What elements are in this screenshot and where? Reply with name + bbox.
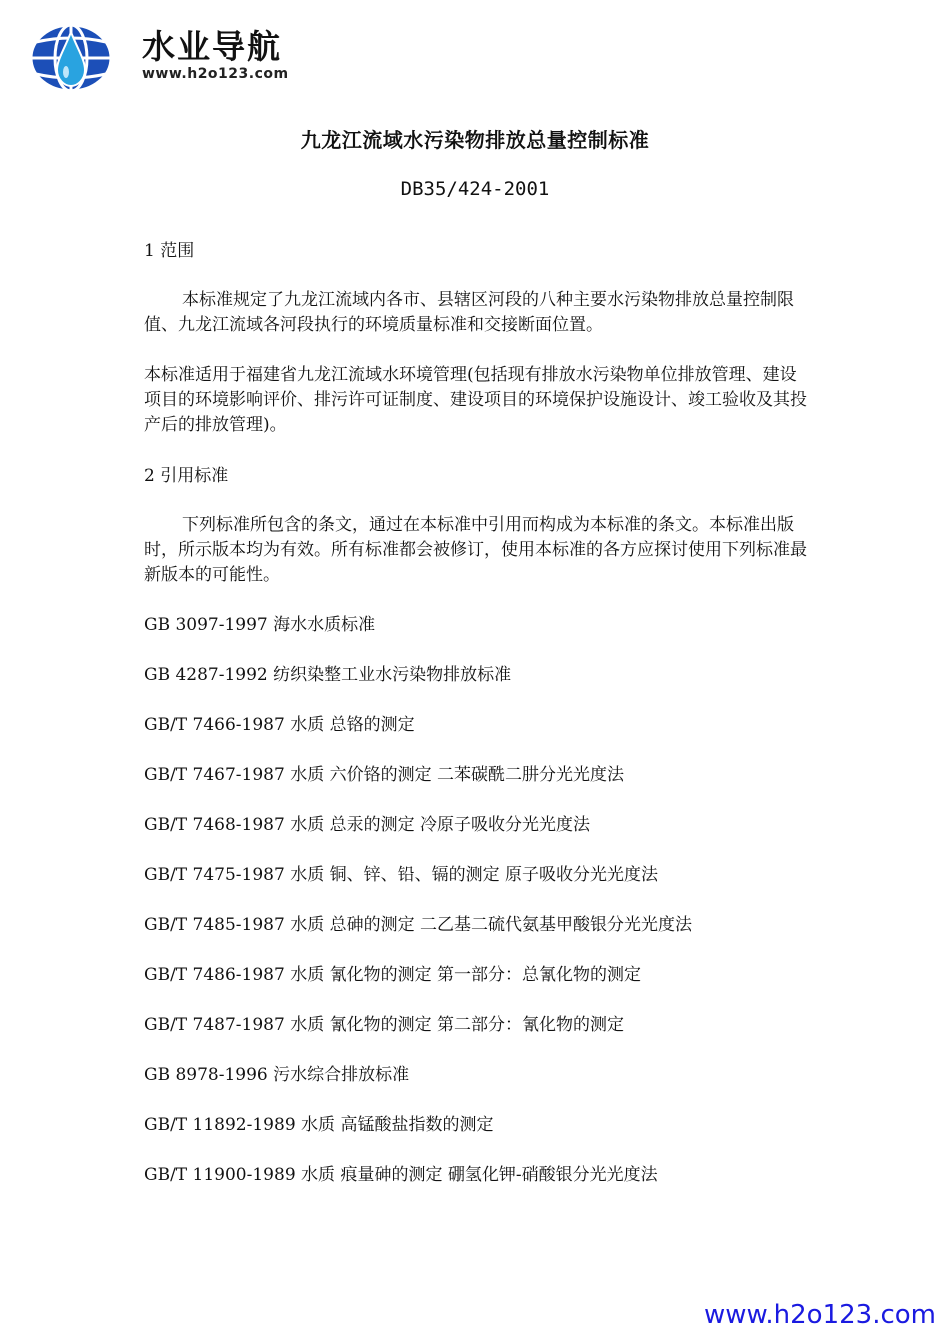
globe-water-drop-icon <box>28 22 114 94</box>
reference-item: GB 8978-1996 污水综合排放标准 <box>144 1065 410 1085</box>
reference-item: GB/T 7475-1987 水质 铜、锌、铅、镉的测定 原子吸收分光光度法 <box>144 865 659 885</box>
reference-item: GB/T 11900-1989 水质 痕量砷的测定 硼氢化钾-硝酸银分光光度法 <box>144 1165 658 1185</box>
scope-paragraph-1: 本标准规定了九龙江流域内各市、县辖区河段的八种主要水污染物排放总量控制限值、九龙江流域各河段执行的环境质量标准和交接断面位置。 <box>144 290 794 335</box>
document-title: 九龙江流域水污染物排放总量控制标准 <box>300 128 650 152</box>
reference-item: GB/T 7467-1987 水质 六价铬的测定 二苯碳酰二肼分光光度法 <box>144 765 625 785</box>
footer-url-link[interactable]: www.h2o123.com <box>703 1300 936 1330</box>
scope-paragraph-2: 本标准适用于福建省九龙江流域水环境管理(包括现有排放水污染物单位排放管理、建设项目的环境影响评价、排污许可证制度、建设项目的环境保护设施设计、竣工验收及其投产后的排放管理)。 <box>144 365 807 435</box>
document-code: DB35/424-2001 <box>400 178 550 200</box>
reference-item: GB 4287-1992 纺织染整工业水污染物排放标准 <box>144 665 512 685</box>
reference-item: GB/T 7466-1987 水质 总铬的测定 <box>144 715 415 735</box>
reference-list <box>144 613 808 1188</box>
section-heading-scope: 1 范围 <box>144 241 195 261</box>
brand <box>142 28 289 82</box>
section-heading-references: 2 引用标准 <box>144 466 229 486</box>
references-paragraph: 下列标准所包含的条文，通过在本标准中引用而构成为本标准的条文。本标准出版时，所示版本均为有效。所有标准都会被修订，使用本标准的各方应探讨使用下列标准最新版本的可能性。 <box>144 515 807 585</box>
site-header <box>28 22 318 94</box>
brand-url[interactable]: www.h2o123.com <box>142 66 289 82</box>
reference-item: GB/T 7486-1987 水质 氰化物的测定 第一部分：总氰化物的测定 <box>144 965 642 985</box>
document-body <box>144 238 808 1213</box>
reference-item: GB/T 7468-1987 水质 总汞的测定 冷原子吸收分光光度法 <box>144 815 591 835</box>
reference-item: GB/T 7487-1987 水质 氰化物的测定 第二部分：氰化物的测定 <box>144 1015 625 1035</box>
reference-item: GB/T 11892-1989 水质 高锰酸盐指数的测定 <box>144 1115 494 1135</box>
brand-name: 水业导航 <box>142 27 282 66</box>
reference-item: GB 3097-1997 海水水质标准 <box>144 615 376 635</box>
reference-item: GB/T 7485-1987 水质 总砷的测定 二乙基二硫代氨基甲酸银分光光度法 <box>144 915 693 935</box>
